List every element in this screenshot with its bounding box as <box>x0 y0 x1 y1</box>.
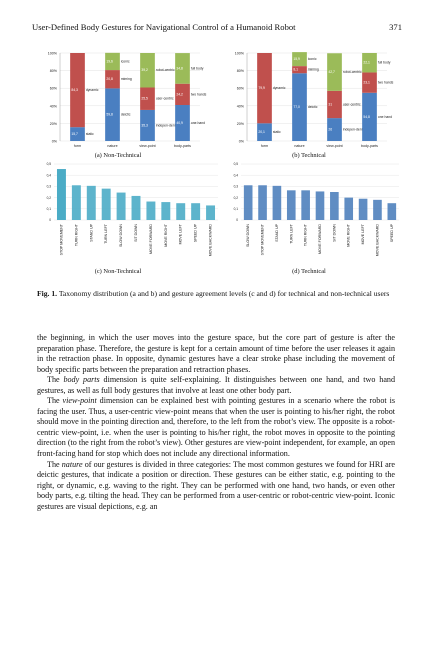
x-tick-label: view-point <box>139 144 156 148</box>
data-label: 79,9 <box>258 86 265 91</box>
y-tick-label: 0,1 <box>46 207 51 211</box>
y-tick-label: 0,1 <box>233 207 238 211</box>
term-body-parts: body parts <box>63 375 100 385</box>
agreement-bar <box>206 205 215 220</box>
data-label: 59,8 <box>106 112 113 117</box>
data-label: 77,0 <box>293 105 300 110</box>
y-tick-label: 100% <box>234 51 244 56</box>
x-tick-label: form <box>260 144 269 148</box>
x-tick-label: TURN RIGHT <box>74 224 79 247</box>
y-tick-label: 100% <box>47 51 57 56</box>
data-label: 8,1 <box>293 67 299 72</box>
figure-caption <box>37 289 395 299</box>
agreement-bar <box>373 200 382 220</box>
agreement-bar <box>287 190 296 220</box>
y-tick-label: 40% <box>49 104 57 109</box>
x-tick-label: STOP MOVEMENT <box>59 224 64 256</box>
running-title: User-Defined Body Gestures for Navigational Control of a Humanoid Robot <box>32 22 296 32</box>
series-name-label: miming <box>307 67 319 72</box>
x-tick-label: form <box>73 144 82 148</box>
data-label: 24,2 <box>176 92 183 97</box>
series-name-label: deictic <box>307 105 318 110</box>
agreement-bar <box>191 203 200 220</box>
series-name-label: robot-centric <box>155 68 175 73</box>
series-name-label: dynamic <box>272 86 286 91</box>
y-tick-label: 0,3 <box>46 184 51 189</box>
y-tick-label: 60% <box>236 86 244 91</box>
agreement-bar <box>344 198 353 220</box>
y-tick-label: 0 <box>236 218 238 223</box>
caption-text: Taxonomy distribution (a and b) and gesture agreement levels (c and d) for technical and non-technical users <box>58 289 390 298</box>
x-tick-label: STAND UP <box>89 224 94 242</box>
y-tick-label: 0% <box>51 139 57 144</box>
series-name-label: two hands <box>190 92 207 97</box>
paragraph-nature: The nature of our gestures is divided in three categories: The most common gestures we found for HRI are deictic gestures, that indicate a position or direction. These gestures can be either static, e.g. pointing to the right, or dynamic, e.g. waving to the right. They can be performed with one hand, two hands, or even other body parts, e.g. tilting the head. They can be performed from a user-centric or robot-centric view-point. Iconic gestures are visual depictions, e.g. an <box>37 459 395 511</box>
series-name-label: static <box>272 130 281 135</box>
x-tick-label: MOVE BACKWARD <box>208 224 213 257</box>
x-tick-label: MOVE RIGHT <box>346 224 351 247</box>
data-label: 15,9 <box>293 57 300 62</box>
x-tick-label: SLOW DOWN <box>119 224 124 247</box>
page-number: 371 <box>389 22 402 32</box>
y-tick-label: 80% <box>236 69 244 74</box>
agreement-bar <box>176 203 185 220</box>
agreement-bar <box>72 185 81 220</box>
series-name-label: user-centric <box>342 102 361 107</box>
y-tick-label: 0,3 <box>233 184 238 189</box>
subcaption-a: (a) Non-Technical <box>94 152 142 159</box>
y-tick-label: 0,4 <box>46 173 51 178</box>
y-tick-label: 40% <box>236 104 244 109</box>
x-tick-label: SIT DOWN <box>332 224 337 242</box>
y-tick-label: 0% <box>238 139 244 144</box>
x-tick-label: TURN LEFT <box>104 224 109 244</box>
x-tick-label: body-parts <box>174 144 191 148</box>
y-tick-label: 80% <box>49 69 57 74</box>
y-tick-label: 20% <box>49 121 57 126</box>
caption-label: Fig. 1. <box>37 289 58 298</box>
data-label: 42,7 <box>328 70 335 75</box>
data-label: 54,8 <box>363 114 370 119</box>
y-tick-label: 0,2 <box>233 195 238 200</box>
data-label: 15,7 <box>71 132 78 137</box>
series-name-label: user-centric <box>155 96 174 101</box>
x-tick-label: MOVE FORWARD <box>318 224 322 254</box>
subcaption-d: (d) Technical <box>292 268 326 275</box>
x-tick-label: SPEED UP <box>193 224 198 243</box>
y-tick-label: 20% <box>236 121 244 126</box>
data-label: 19,6 <box>106 59 113 64</box>
agreement-bar <box>146 202 155 220</box>
agreement-bar <box>244 185 253 220</box>
y-tick-label: 0 <box>49 218 51 223</box>
series-name-label: miming <box>120 77 132 82</box>
y-tick-label: 0,5 <box>233 162 238 167</box>
agreement-bar <box>258 185 267 220</box>
x-tick-label: MOVE FORWARD <box>148 224 153 254</box>
x-tick-label: SPEED UP <box>389 224 394 243</box>
series-name-label: iconic <box>120 59 130 64</box>
subcaption-c: (c) Non-Technical <box>94 268 142 275</box>
x-tick-label: TURN RIGHT <box>303 224 308 247</box>
data-label: 31 <box>328 102 333 107</box>
y-tick-label: 60% <box>49 86 57 91</box>
agreement-bar <box>132 196 141 220</box>
data-label: 39,2 <box>141 68 148 73</box>
y-tick-label: 0,2 <box>46 195 51 200</box>
agreement-bar <box>87 186 96 220</box>
x-tick-label: nature <box>294 144 305 148</box>
x-tick-label: MOVE LEFT <box>178 224 183 245</box>
agreement-bar <box>330 192 339 220</box>
term-view-point: view-point <box>62 396 97 406</box>
term-nature: nature <box>61 459 83 469</box>
x-tick-label: nature <box>107 144 118 148</box>
series-name-label: robot-centric <box>342 70 362 75</box>
x-tick-label: MOVE RIGHT <box>163 224 168 247</box>
series-name-label: full body <box>190 66 204 71</box>
series-name-label: one hand <box>190 121 206 126</box>
data-label: 23,1 <box>363 80 370 85</box>
x-tick-label: SLOW DOWN <box>246 224 251 247</box>
agreement-bar <box>117 193 126 220</box>
series-name-label: iconic <box>307 57 317 62</box>
agreement-bar <box>359 199 368 220</box>
body-text <box>37 333 395 512</box>
data-label: 34,8 <box>176 66 183 71</box>
x-tick-label: body-parts <box>361 144 378 148</box>
data-label: 20,8 <box>106 77 113 82</box>
paragraph-body-parts: The body parts dimension is quite self-explaining. It distinguishes between one hand, and two hand gestures, as well as full body gestures that involve at least one other body part. <box>37 375 396 395</box>
data-label: 22,1 <box>363 60 370 65</box>
data-label: 84,3 <box>71 88 78 93</box>
x-tick-label: STAND UP <box>274 224 279 242</box>
subcaption-b: (b) Technical <box>292 152 326 159</box>
series-name-label: full body <box>377 60 391 65</box>
agreement-bar <box>57 169 66 220</box>
series-name-label: deictic <box>120 112 131 117</box>
paragraph-view-point: The view-point dimension can be explained best with pointing gestures in a scenario where the robot is facing the user. Thus, a user-centric view-point means that when the user is pointing to his/her right, the robot should move in the pointing direction and, therefore, to the left from the robot’s view. The opposite is a robot-centric view-point, i.e. when the user is pointing to his/her right, the robot moves in opposite to the pointing direction (to the right from the robot’s view). Other gestures are view-point independent, for example, an open front-facing hand for stop which does not include any directional information. <box>37 396 395 459</box>
x-tick-label: MOVE LEFT <box>361 224 366 245</box>
agreement-bar <box>161 202 170 220</box>
figure-1 <box>0 0 431 290</box>
data-label: 40,9 <box>176 121 183 126</box>
x-tick-label: SIT DOWN <box>134 224 138 242</box>
paragraph-1: the beginning, in which the user moves into the gesture space, but the core part of gesture is after the preparation phase. Therefore, the gesture is kept for a certain amount of time before the user releases it again in the retraction phase. In opposite, dynamic gestures have a clear stroke phase including the movement of body specific parts between the preparation and retraction phases. <box>37 333 395 374</box>
data-label: 25,5 <box>141 96 148 101</box>
x-tick-label: MOVE BACKWARD <box>375 224 380 257</box>
data-label: 35,3 <box>141 123 148 128</box>
agreement-bar <box>102 189 111 220</box>
x-tick-label: TURN LEFT <box>289 224 294 244</box>
y-tick-label: 0,5 <box>46 162 51 167</box>
series-name-label: one hand <box>377 114 393 119</box>
agreement-bar <box>273 186 282 220</box>
data-label: 26 <box>328 127 333 132</box>
agreement-bar <box>316 191 325 220</box>
y-tick-label: 0,4 <box>233 173 238 178</box>
agreement-bar <box>388 203 397 220</box>
series-name-label: static <box>85 132 94 137</box>
series-name-label: dynamic <box>85 88 99 93</box>
x-tick-label: STOP MOVEMENT <box>260 224 265 256</box>
series-name-label: indepen-dent <box>155 123 176 128</box>
data-label: 20,1 <box>258 130 265 135</box>
agreement-bar <box>301 190 310 220</box>
series-name-label: two hands <box>377 80 394 85</box>
x-tick-label: view-point <box>326 144 343 148</box>
series-name-label: indepen-dent <box>342 127 363 132</box>
